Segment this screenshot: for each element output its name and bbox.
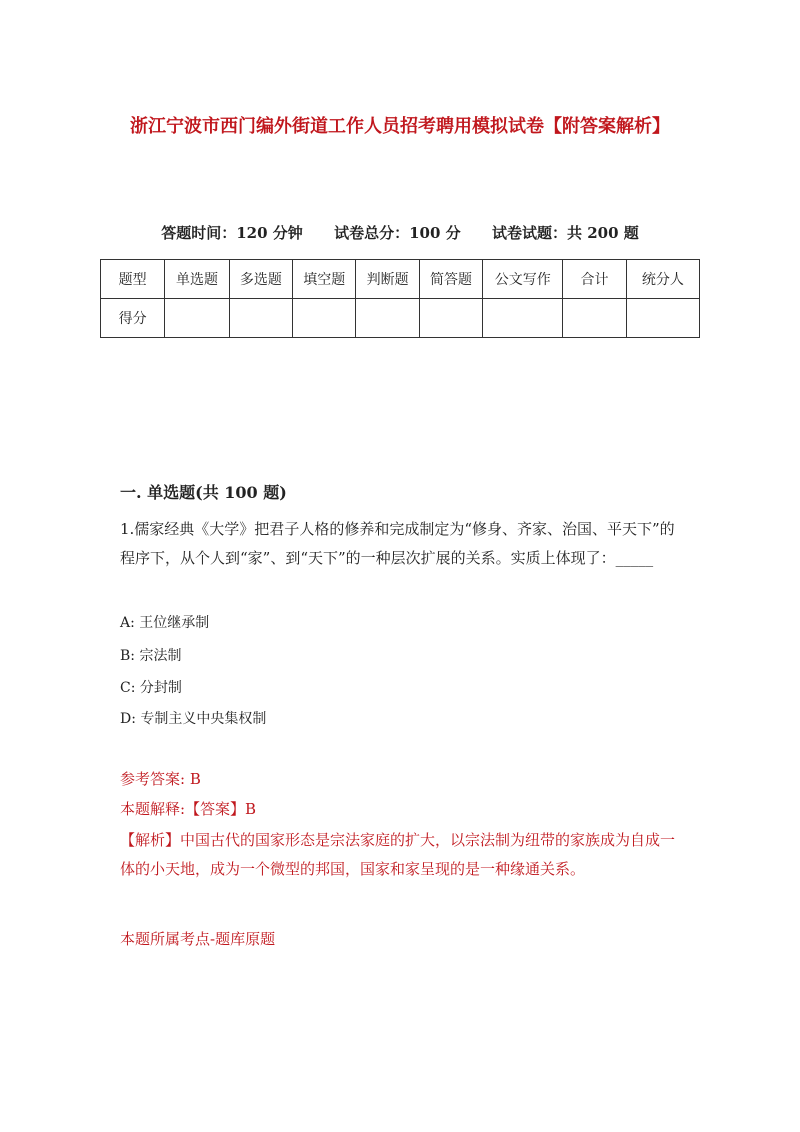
score-header-cell: 统分人 xyxy=(626,260,699,299)
exam-time: 答题时间：120 分钟 xyxy=(161,224,303,242)
score-table xyxy=(100,259,700,338)
score-header-cell: 合计 xyxy=(563,260,626,299)
option-c: C: 分封制 xyxy=(120,680,182,696)
score-table-score-row xyxy=(101,299,700,338)
option-b: B: 宗法制 xyxy=(120,648,182,664)
score-table-header-row xyxy=(101,260,700,299)
score-header-cell: 题型 xyxy=(101,260,165,299)
exam-total-score: 试卷总分：100 分 xyxy=(334,224,461,242)
section-title: 一. 单选题(共 100 题) xyxy=(120,483,287,502)
explanation-analysis: 【解析】中国古代的国家形态是宗法家庭的扩大，以宗法制为纽带的家族成为自成一体的小天地，成为一个微型的邦国，国家和家呈现的是一种缘通关系。 xyxy=(120,831,676,878)
question-text: 1.儒家经典《大学》把君子人格的修养和完成制定为“修身、齐家、治国、平天下”的程序下，从个人到“家”、到“天下”的一种层次扩展的关系。实质上体现了：_____ xyxy=(120,520,675,567)
score-cell xyxy=(483,299,563,338)
exam-meta xyxy=(100,222,700,243)
option-d: D: 专制主义中央集权制 xyxy=(120,711,267,727)
score-row-label: 得分 xyxy=(101,299,165,338)
score-cell xyxy=(563,299,626,338)
score-header-cell: 简答题 xyxy=(419,260,482,299)
page-title: 浙江宁波市西门编外街道工作人员招考聘用模拟试卷【附答案解析】 xyxy=(130,116,670,137)
score-header-cell: 公文写作 xyxy=(483,260,563,299)
score-cell xyxy=(356,299,419,338)
explanation-heading: 本题解释:【答案】B xyxy=(120,800,257,818)
score-cell xyxy=(419,299,482,338)
score-header-cell: 判断题 xyxy=(356,260,419,299)
score-header-cell: 单选题 xyxy=(165,260,229,299)
score-cell xyxy=(293,299,356,338)
score-cell xyxy=(165,299,229,338)
score-cell xyxy=(626,299,699,338)
score-header-cell: 填空题 xyxy=(293,260,356,299)
score-header-cell: 多选题 xyxy=(229,260,292,299)
score-cell xyxy=(229,299,292,338)
option-a: A: 王位继承制 xyxy=(120,615,210,631)
exam-question-count: 试卷试题：共 200 题 xyxy=(492,224,639,242)
question-source: 本题所属考点-题库原题 xyxy=(120,930,276,948)
reference-answer: 参考答案: B xyxy=(120,770,201,788)
